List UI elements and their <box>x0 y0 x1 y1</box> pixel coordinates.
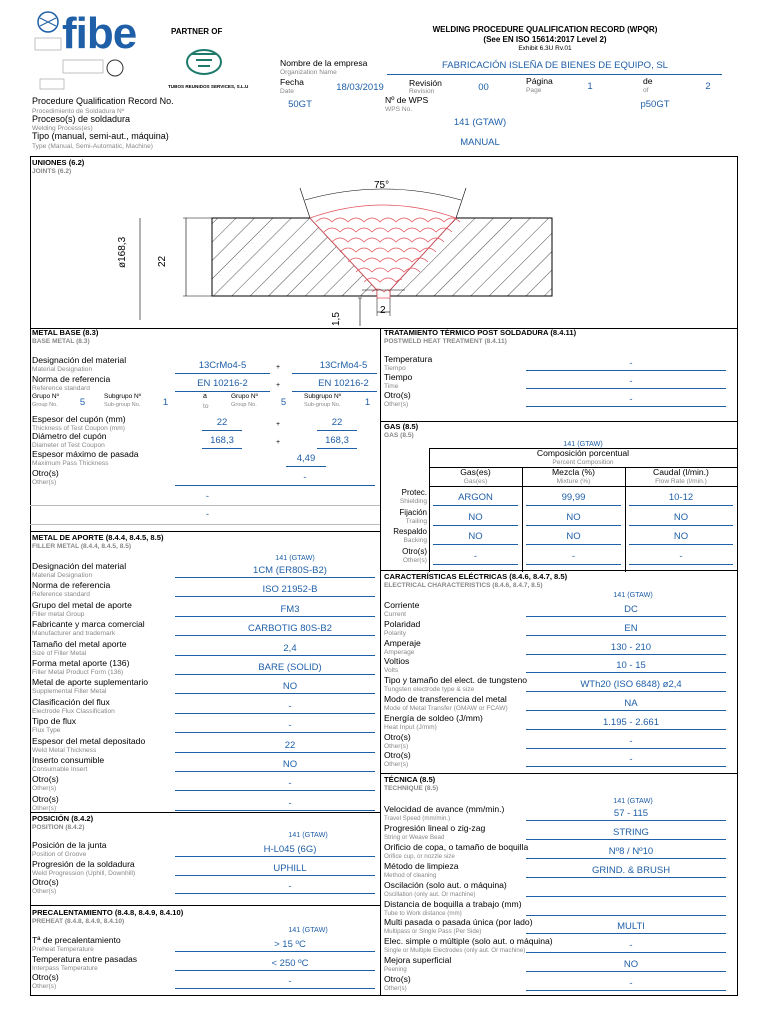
gas-row-sub: Trailing <box>405 517 427 525</box>
page-value: 1 <box>587 81 593 92</box>
electrical-row-sub: Heat Input (J/mm) <box>384 723 437 731</box>
gas-cell: 10-12 <box>668 492 694 503</box>
pwht-row-label: Otro(s) <box>384 390 411 400</box>
electrical-section <box>381 571 737 771</box>
process-value: 141 (GTAW) <box>453 117 507 128</box>
filler-row-label: Fabricante y marca comercial <box>32 619 145 630</box>
pwht-row-label: Tiempo <box>384 372 413 382</box>
base-row-v1: 13CrMo4-5 <box>198 360 247 371</box>
gas-cell: NO <box>673 531 689 542</box>
filler-row-sub: Other(s) <box>32 804 57 812</box>
filler-row-value: - <box>288 720 292 732</box>
electrical-row-value: DC <box>624 604 638 615</box>
filler-process: 141 (GTAW) <box>275 553 315 562</box>
technique-row-label: Orificio de copa, o tamaño de boquilla <box>384 841 529 852</box>
electrical-row-sub: Mode of Metal Transfer (GMAW or FCAW) <box>384 705 508 712</box>
base-metal-section: METAL BASE (8.3) BASE METAL (8.3) Designación del material Material Designation 13CrMo4-5 + 13CrMo4-5 Norma de referencia Reference standard EN 10216-2 + EN 10216-2 Grupo Nº Group No. 5 Subgrupo Nº Sub-group No. 1 a to Grupo Nº Group No. 5 Subgrupo Nº Sub-group No. 1 Espesor del cupón (mm) Thickness of Test Coupon (mm) 22 + 22 Diámetro del cupón Diameter of Test Coupon 168,3 + 168,3 Espesor máximo de pasada Maximum Pass Thickness 4,49 Otro(s) Other(s) - - - <box>30 329 380 678</box>
partner-name: TUBOS REUNIDOS SERVICES, S.L.U <box>168 84 249 89</box>
gas-col-sub: Flow Rate (l/min.) <box>655 478 707 485</box>
filler-row-sub: Reference standard <box>32 591 90 599</box>
coupon-row-sub: Thickness of Test Coupon (mm) <box>32 425 125 432</box>
position-row-sub: Weld Progression (Uphill, Downhill) <box>32 869 136 877</box>
max-pass-sub: Maximum Pass Thickness <box>32 460 109 467</box>
preheat-row-value: < 250 ºC <box>271 957 309 969</box>
filler-row-sub: Supplemental Filler Metal <box>32 688 107 696</box>
technique-row-value: GRIND. & BRUSH <box>591 864 671 876</box>
gas-row-sub: Backing <box>403 537 427 544</box>
preheat-row-label: Temperatura entre pasadas <box>32 953 138 964</box>
date-value: 18/03/2019 <box>336 82 384 93</box>
gas-cell: ARGON <box>458 492 493 503</box>
coupon-row-label: Espesor del cupón (mm) <box>32 414 126 424</box>
electrical-row-value: - <box>629 735 633 747</box>
gas-cell: NO <box>468 531 483 542</box>
filler-row-label: Norma de referencia <box>32 580 111 591</box>
base-row-label: Designación del material <box>32 355 127 365</box>
group-label-2: Grupo Nº <box>231 393 258 400</box>
pwht-section <box>381 329 737 421</box>
filler-row-sub: Consumable Insert <box>32 766 88 773</box>
max-pass-value: 4,49 <box>296 453 316 464</box>
tubos-reunidos-logo <box>184 48 224 80</box>
technique-row-sub: Orifice cup, or nozzle size <box>384 852 455 860</box>
brand-name: fibe <box>62 9 137 58</box>
title-line3: Exhibit 6.3U Rv.01 <box>518 45 572 52</box>
technique-row-sub: Other(s) <box>384 985 407 993</box>
technique-process: 141 (GTAW) <box>613 796 653 805</box>
pwht-row-label: Temperatura <box>384 354 433 364</box>
org-value: FABRICACIÓN ISLEÑA DE BIENES DE EQUIPO, SL <box>442 60 668 71</box>
composition-label: Composición porcentual <box>536 448 630 458</box>
electrical-row-label: Amperaje <box>384 637 421 648</box>
electrical-row-sub: Current <box>384 611 406 618</box>
joint-diagram <box>100 170 570 328</box>
filler-row-sub: Filler metal Group <box>32 610 85 618</box>
base-blank-1: - <box>205 491 210 502</box>
electrical-row-sub: Tungsten electrode type & size <box>384 686 475 694</box>
technique-row-label: Método de limpieza <box>384 860 459 871</box>
rev-value: 00 <box>478 82 489 93</box>
of-sub: of <box>643 87 649 94</box>
filler-row-label: Inserto consumible <box>32 755 105 765</box>
subgroup-sub: Sub-group No. <box>104 402 141 408</box>
technique-row-value: STRING <box>613 826 649 838</box>
technique-row-label: Distancia de boquilla a trabajo (mm) <box>384 898 522 909</box>
technique-row-value: Nº8 / Nº10 <box>608 845 654 857</box>
electrical-row-label: Corriente <box>384 600 420 610</box>
position-title: POSICIÓN (8.4.2) <box>32 814 94 823</box>
base-other-label: Otro(s) <box>32 468 59 478</box>
technique-row-value: - <box>629 978 633 990</box>
pwht-row-value: - <box>629 394 633 405</box>
composition-sub: Percent Composition <box>552 459 614 466</box>
pwht-title: TRATAMIENTO TÉRMICO POST SOLDADURA (8.4.11) <box>384 328 577 337</box>
technique-row-label: Otro(s) <box>384 974 411 985</box>
preheat-sub: PREHEAT (8.4.8, 8.4.9, 8.4.10) <box>32 918 125 925</box>
electrical-row-label: Modo de transferencia del metal <box>384 694 507 704</box>
gas-col-header: Caudal (l/min.) <box>653 467 709 477</box>
gas-cell: - <box>679 550 683 562</box>
position-row-label: Posición de la junta <box>32 840 107 850</box>
technique-row-label: Progresión lineal o zig-zag <box>384 822 486 833</box>
pqr-value: 50GT <box>288 99 312 110</box>
base-row-sub: Material Designation <box>32 366 93 373</box>
base-row-v1: EN 10216-2 <box>197 378 248 389</box>
gas-process: 141 (GTAW) <box>563 439 603 448</box>
document-title <box>380 25 710 53</box>
type-label: Tipo (manual, semi-aut., máquina) <box>32 131 169 141</box>
technique-title: TÉCNICA (8.5) <box>384 775 436 784</box>
position-row-label: Progresión de la soldadura <box>32 858 135 869</box>
electrical-row-label: Energía de soldeo (J/mm) <box>384 712 483 723</box>
group-label: Grupo Nº <box>32 393 59 400</box>
subgroup-2: 1 <box>364 397 371 408</box>
filler-row-value: ISO 21952-B <box>262 584 318 596</box>
filler-row-label: Clasificación del flux <box>32 696 110 707</box>
electrical-row-value: 1.195 - 2.661 <box>603 716 659 728</box>
filler-row-value: - <box>288 778 292 790</box>
subgroup-sub-2: Sub-group No. <box>304 402 341 408</box>
filler-row-value: 2,4 <box>283 642 297 654</box>
subgroup-label: Subgrupo Nº <box>104 393 142 400</box>
title-line1: WELDING PROCEDURE QUALIFICATION RECORD (WPQR) <box>432 25 658 34</box>
filler-row-sub: Weld Metal Thickness <box>32 746 97 754</box>
electrical-row-sub: Other(s) <box>384 742 409 750</box>
pwht-row-sub: Time <box>384 383 399 390</box>
preheat-row-value: - <box>288 976 292 987</box>
technique-row-value: 57 - 115 <box>613 808 649 819</box>
org-sub: Organization Name <box>280 69 337 76</box>
technique-row-value: NO <box>623 959 639 971</box>
pwht-row-sub: Tiempo <box>384 365 406 372</box>
filler-row-value: NO <box>282 681 298 693</box>
technique-section <box>381 774 737 994</box>
gas-col-sub: Mixture (%) <box>556 478 591 485</box>
preheat-row-sub: Interpass Temperature <box>32 964 98 972</box>
gas-cell: NO <box>566 531 581 542</box>
filler-title: METAL DE APORTE (8.4.4, 8.4.5, 8.5) <box>32 533 164 542</box>
preheat-row-value: > 15 ºC <box>274 939 306 950</box>
technique-row-label: Velocidad de avance (mm/min.) <box>384 804 505 814</box>
position-row-sub: Other(s) <box>32 888 57 895</box>
base-metal-title: METAL BASE (8.3) <box>32 328 99 337</box>
pwht-row-value: - <box>629 358 633 369</box>
electrical-row-label: Otro(s) <box>384 750 411 761</box>
preheat-title: PRECALENTAMIENTO (8.4.8, 8.4.9, 8.4.10) <box>32 908 184 917</box>
gas-row-label: Otro(s) <box>402 546 427 556</box>
gas-cell: - <box>571 550 576 562</box>
filler-row-label: Tamaño del metal aporte <box>32 638 127 649</box>
gas-row-sub: Other(s) <box>402 556 427 564</box>
electrical-row-sub: Other(s) <box>384 761 409 769</box>
root-face-label: 1,5 <box>331 312 342 326</box>
position-process: 141 (GTAW) <box>288 830 328 839</box>
gas-title: GAS (8.5) <box>384 422 419 431</box>
position-section <box>30 813 380 903</box>
electrical-row-label: Tipo y tamaño del elect. de tungsteno <box>384 675 528 686</box>
technique-row-sub: Multipass or Single Pass (Per Side) <box>384 928 482 936</box>
technique-row-sub: Travel Speed (mm/min.) <box>384 815 451 822</box>
technique-row-label: Elec. simple o múltiple (solo aut. o máquina) <box>384 936 553 947</box>
filler-row-label: Tipo de flux <box>32 716 77 727</box>
electrical-row-value: - <box>629 754 633 766</box>
filler-row-label: Otro(s) <box>32 774 59 785</box>
preheat-process: 141 (GTAW) <box>288 925 328 934</box>
angle-label: 75° <box>374 180 390 191</box>
filler-sub: FILLER METAL (8.4.4, 8.4.5, 8.5) <box>32 543 132 550</box>
group-sub-2: Group No. <box>231 402 257 408</box>
filler-row-sub: Manufacturer and trademark <box>32 630 116 638</box>
pqr-sub: Procedimiento de Soldadura Nº <box>32 108 125 115</box>
technique-row-sub: Oscillation (only aut. Or machine) <box>384 890 476 898</box>
subgroup-1: 1 <box>162 397 169 408</box>
base-row-v2: EN 10216-2 <box>318 378 369 389</box>
coupon-row-v2: 168,3 <box>325 435 349 446</box>
technique-row-sub: String or Weave Bead <box>384 833 445 841</box>
gas-cell: - <box>473 550 478 562</box>
filler-row-label: Designación del material <box>32 561 127 571</box>
type-sub: Type (Manual, Semi-Automatic, Machine) <box>32 143 153 150</box>
process-sub: Welding Process(es) <box>32 125 93 132</box>
filler-row-value: - <box>288 700 292 712</box>
wps-sub: WPS No. <box>385 106 413 113</box>
filler-row-sub: Flux Type <box>32 727 61 735</box>
max-pass-label: Espesor máximo de pasada <box>32 449 139 459</box>
group-1: 5 <box>79 397 86 408</box>
filler-row-value: 22 <box>284 739 296 751</box>
electrical-process: 141 (GTAW) <box>613 590 653 599</box>
position-sub: POSITION (8.4.2) <box>32 824 85 831</box>
group-to: to <box>203 403 209 410</box>
joints-title: UNIONES (6.2) <box>32 158 85 167</box>
electrical-row-sub: Amperage <box>384 648 415 656</box>
gas-sub: GAS (8.5) <box>384 432 414 439</box>
preheat-row-sub: Preheat Temperature <box>32 946 94 953</box>
technique-row-label: Oscilación (solo aut. o máquina) <box>384 879 507 890</box>
partner-label: PARTNER OF <box>171 27 223 36</box>
base-other-value: - <box>303 472 307 483</box>
rev-sub: Revision <box>409 88 435 95</box>
electrical-title: CARACTERÍSTICAS ELÉCTRICAS (8.4.6, 8.4.7, 8.5) <box>384 572 568 581</box>
technique-row-sub: Single or Multiple Electrodes (only aut. Or machine) <box>384 947 526 955</box>
group-sub: Group No. <box>32 402 58 408</box>
wps-label: Nº de WPS <box>385 95 429 105</box>
electrical-row-value: WTh20 (ISO 6848) ø2,4 <box>580 679 682 691</box>
position-row-label: Otro(s) <box>32 877 59 887</box>
gas-col-sub: Gas(es) <box>463 478 488 485</box>
electrical-row-sub: Volts <box>384 667 399 675</box>
gas-cell: NO <box>566 511 581 523</box>
page-label: Página <box>526 76 553 86</box>
page-sub: Page <box>526 87 542 94</box>
filler-row-label: Otro(s) <box>32 793 59 804</box>
technique-sub: TECHNIQUE (8.5) <box>384 785 439 792</box>
gas-cell: 99,99 <box>561 492 586 503</box>
joints-sub: JOINTS (6.2) <box>32 168 72 175</box>
gas-row-label: Respaldo <box>393 527 427 536</box>
electrical-row-value: 130 - 210 <box>610 641 652 653</box>
filler-row-value: - <box>288 797 292 809</box>
group-a: a <box>203 393 207 400</box>
base-blank-2: - <box>205 509 210 520</box>
base-row-sub: Reference standard <box>32 385 90 392</box>
gas-col-header: Mezcla (%) <box>552 467 595 477</box>
preheat-section <box>30 906 380 996</box>
title-line2: (See EN ISO 15614:2017 Level 2) <box>483 35 607 44</box>
filler-row-label: Espesor del metal depositado <box>32 735 146 746</box>
filler-row-label: Forma metal aporte (136) <box>32 658 130 668</box>
filler-section <box>30 532 380 812</box>
electrical-row-value: NA <box>624 698 638 709</box>
electrical-row-value: 10 - 15 <box>616 660 646 672</box>
electrical-row-label: Voltios <box>384 656 410 667</box>
pwht-row-value: - <box>629 376 633 387</box>
process-label: Proceso(s) de soldadura <box>32 114 131 124</box>
coupon-row-sub: Diameter of Test Coupon <box>32 442 105 449</box>
filler-row-value: 1CM (ER80S-B2) <box>253 565 327 576</box>
filler-row-sub: Electrode Flux Classification <box>32 707 115 715</box>
technique-row-sub: Method of cleaning <box>384 871 437 879</box>
base-metal-sub: BASE METAL (8.3) <box>32 338 90 345</box>
electrical-row-sub: Polarity <box>384 629 406 637</box>
gas-section <box>381 422 737 572</box>
gap-label: 2 <box>380 305 386 316</box>
coupon-row-v2: 22 <box>331 417 343 428</box>
technique-row-label: Mejora superficial <box>384 955 452 966</box>
preheat-row-label: Otro(s) <box>32 972 59 982</box>
technique-row-sub: Tube to Work distance (mm) <box>384 909 462 917</box>
gas-row-label: Fijación <box>399 507 427 517</box>
position-row-sub: Position of Groove <box>32 851 87 858</box>
position-row-value: UPHILL <box>273 862 307 874</box>
electrical-row-label: Polaridad <box>384 618 421 629</box>
filler-row-sub: Material Designation <box>32 572 93 579</box>
group-2: 5 <box>280 397 287 408</box>
electrical-row-value: EN <box>624 622 638 634</box>
technique-row-label: Multi pasada o pasada única (por lado) <box>384 917 533 928</box>
type-value: MANUAL <box>460 137 500 148</box>
electrical-row-label: Otro(s) <box>384 731 411 742</box>
gas-row-label: Protec. <box>401 488 427 497</box>
filler-row-sub: Filler Metal Product Form (136) <box>32 669 124 676</box>
electrical-sub: ELECTRICAL CHARACTERISTICS (8.4.6, 8.4.7, 8.5) <box>384 582 543 589</box>
preheat-row-label: Tª de precalentamiento <box>32 935 121 945</box>
date-label: Fecha <box>280 77 304 87</box>
wps-value: p50GT <box>640 99 670 110</box>
thickness-label: 22 <box>157 255 168 267</box>
coupon-row-v1: 168,3 <box>210 435 234 446</box>
base-other-sub: Other(s) <box>32 479 57 486</box>
gas-cell: NO <box>673 511 689 523</box>
org-label: Nombre de la empresa <box>280 58 368 68</box>
filler-row-sub: Other(s) <box>32 785 57 793</box>
filler-row-label: Grupo del metal de aporte <box>32 599 132 610</box>
base-row-label: Norma de referencia <box>32 374 111 384</box>
gas-row-sub: Shielding <box>399 498 427 505</box>
pwht-sub: POSTWELD HEAT TREATMENT (8.4.11) <box>384 338 507 345</box>
subgroup-label-2: Subgrupo Nº <box>304 393 342 400</box>
diameter-label: ø168,3 <box>117 236 128 268</box>
preheat-row-sub: Other(s) <box>32 983 57 990</box>
filler-row-label: Metal de aporte suplementario <box>32 677 149 688</box>
filler-row-value: FM3 <box>280 603 300 615</box>
position-row-value: H-L045 (6G) <box>263 844 317 855</box>
rev-label: Revisión <box>409 78 442 88</box>
filler-row-sub: Size of Filler Metal <box>32 649 87 657</box>
position-row-value: - <box>288 881 292 892</box>
filler-row-value: BARE (SOLID) <box>258 662 322 673</box>
date-sub: Date <box>280 88 294 95</box>
base-row-v2: 13CrMo4-5 <box>319 360 368 371</box>
gas-col-header: Gas(es) <box>460 467 491 477</box>
technique-row-sub: Peening <box>384 966 407 974</box>
gas-cell: NO <box>468 511 483 523</box>
filler-row-value: NO <box>282 759 298 770</box>
technique-row-value: - <box>629 940 633 952</box>
pwht-row-sub: Other(s) <box>384 401 409 408</box>
total-pages: 2 <box>705 81 711 92</box>
filler-row-value: CARBOTIG 80S-B2 <box>248 623 332 635</box>
coupon-row-label: Diámetro del cupón <box>32 431 107 441</box>
of-label: de <box>643 76 653 86</box>
pqr-label: Procedure Qualification Record No. <box>32 96 174 106</box>
technique-row-value: MULTI <box>617 921 645 933</box>
coupon-row-v1: 22 <box>216 417 228 428</box>
